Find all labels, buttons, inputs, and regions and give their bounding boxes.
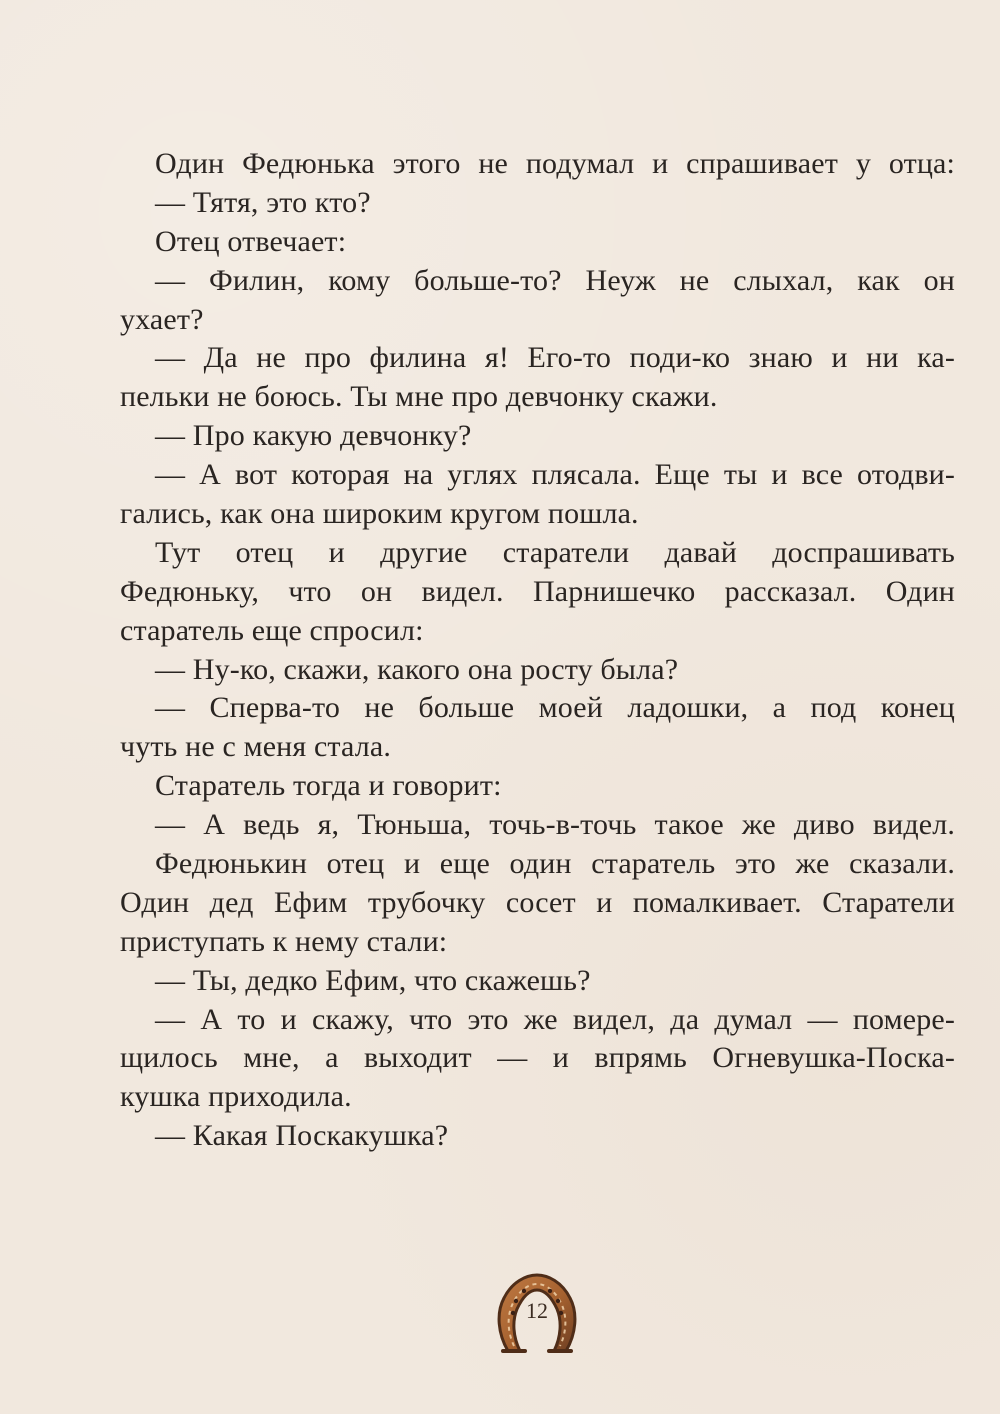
text-line: Федюнькин отец и еще один старатель это же сказали. [155,847,955,881]
text-line: кушка приходила. [120,1080,352,1114]
text-line: Старатель тогда и говорит: [155,769,502,803]
text-line: ухает? [120,302,204,336]
page-number: 12 [526,1298,548,1323]
text-line: — Сперва-то не больше моей ладошки, а под конец [155,691,955,725]
page-footer [489,1271,585,1363]
text-line: щилось мне, а выходит — и впрямь Огневушка-Поска- [120,1041,955,1075]
text-line: Один дед Ефим трубочку сосет и помалкивает. Старатели [120,885,955,919]
text-line: — А вот которая на углях плясала. Еще ты и все отодви- [155,458,955,492]
text-line: Отец отвечает: [155,224,347,258]
text-line: — Про какую девчонку? [155,419,472,453]
text-line: приступать к нему стали: [120,924,448,958]
text-line: — Ну-ко, скажи, какого она росту была? [155,652,679,686]
text-line: — Тятя, это кто? [155,185,371,219]
story-text [120,145,955,1156]
text-line: старатель еще спросил: [120,613,424,647]
text-line: Федюньку, что он видел. Парнишечко рассказал. Один [120,574,955,608]
text-line: пельки не боюсь. Ты мне про девчонку скажи. [120,380,718,414]
text-line: — Да не про филина я! Его-то поди-ко знаю и ни ка- [155,341,955,375]
text-line: чуть не с меня стала. [120,730,392,764]
text-line: Тут отец и другие старатели давай доспрашивать [155,535,955,569]
text-line: гались, как она широким кругом пошла. [120,497,639,531]
text-line: — Какая Поскакушка? [155,1119,449,1153]
text-line: — А ведь я, Тюньша, точь-в-точь такое же диво видел. [155,808,955,842]
text-line: — А то и скажу, что это же видел, да думал — помере- [155,1002,955,1036]
text-line: — Филин, кому больше-то? Неуж не слыхал, как он [155,263,955,297]
text-line: Один Федюнька этого не подумал и спрашивает у отца: [155,147,955,180]
text-line: — Ты, дедко Ефим, что скажешь? [155,963,591,997]
